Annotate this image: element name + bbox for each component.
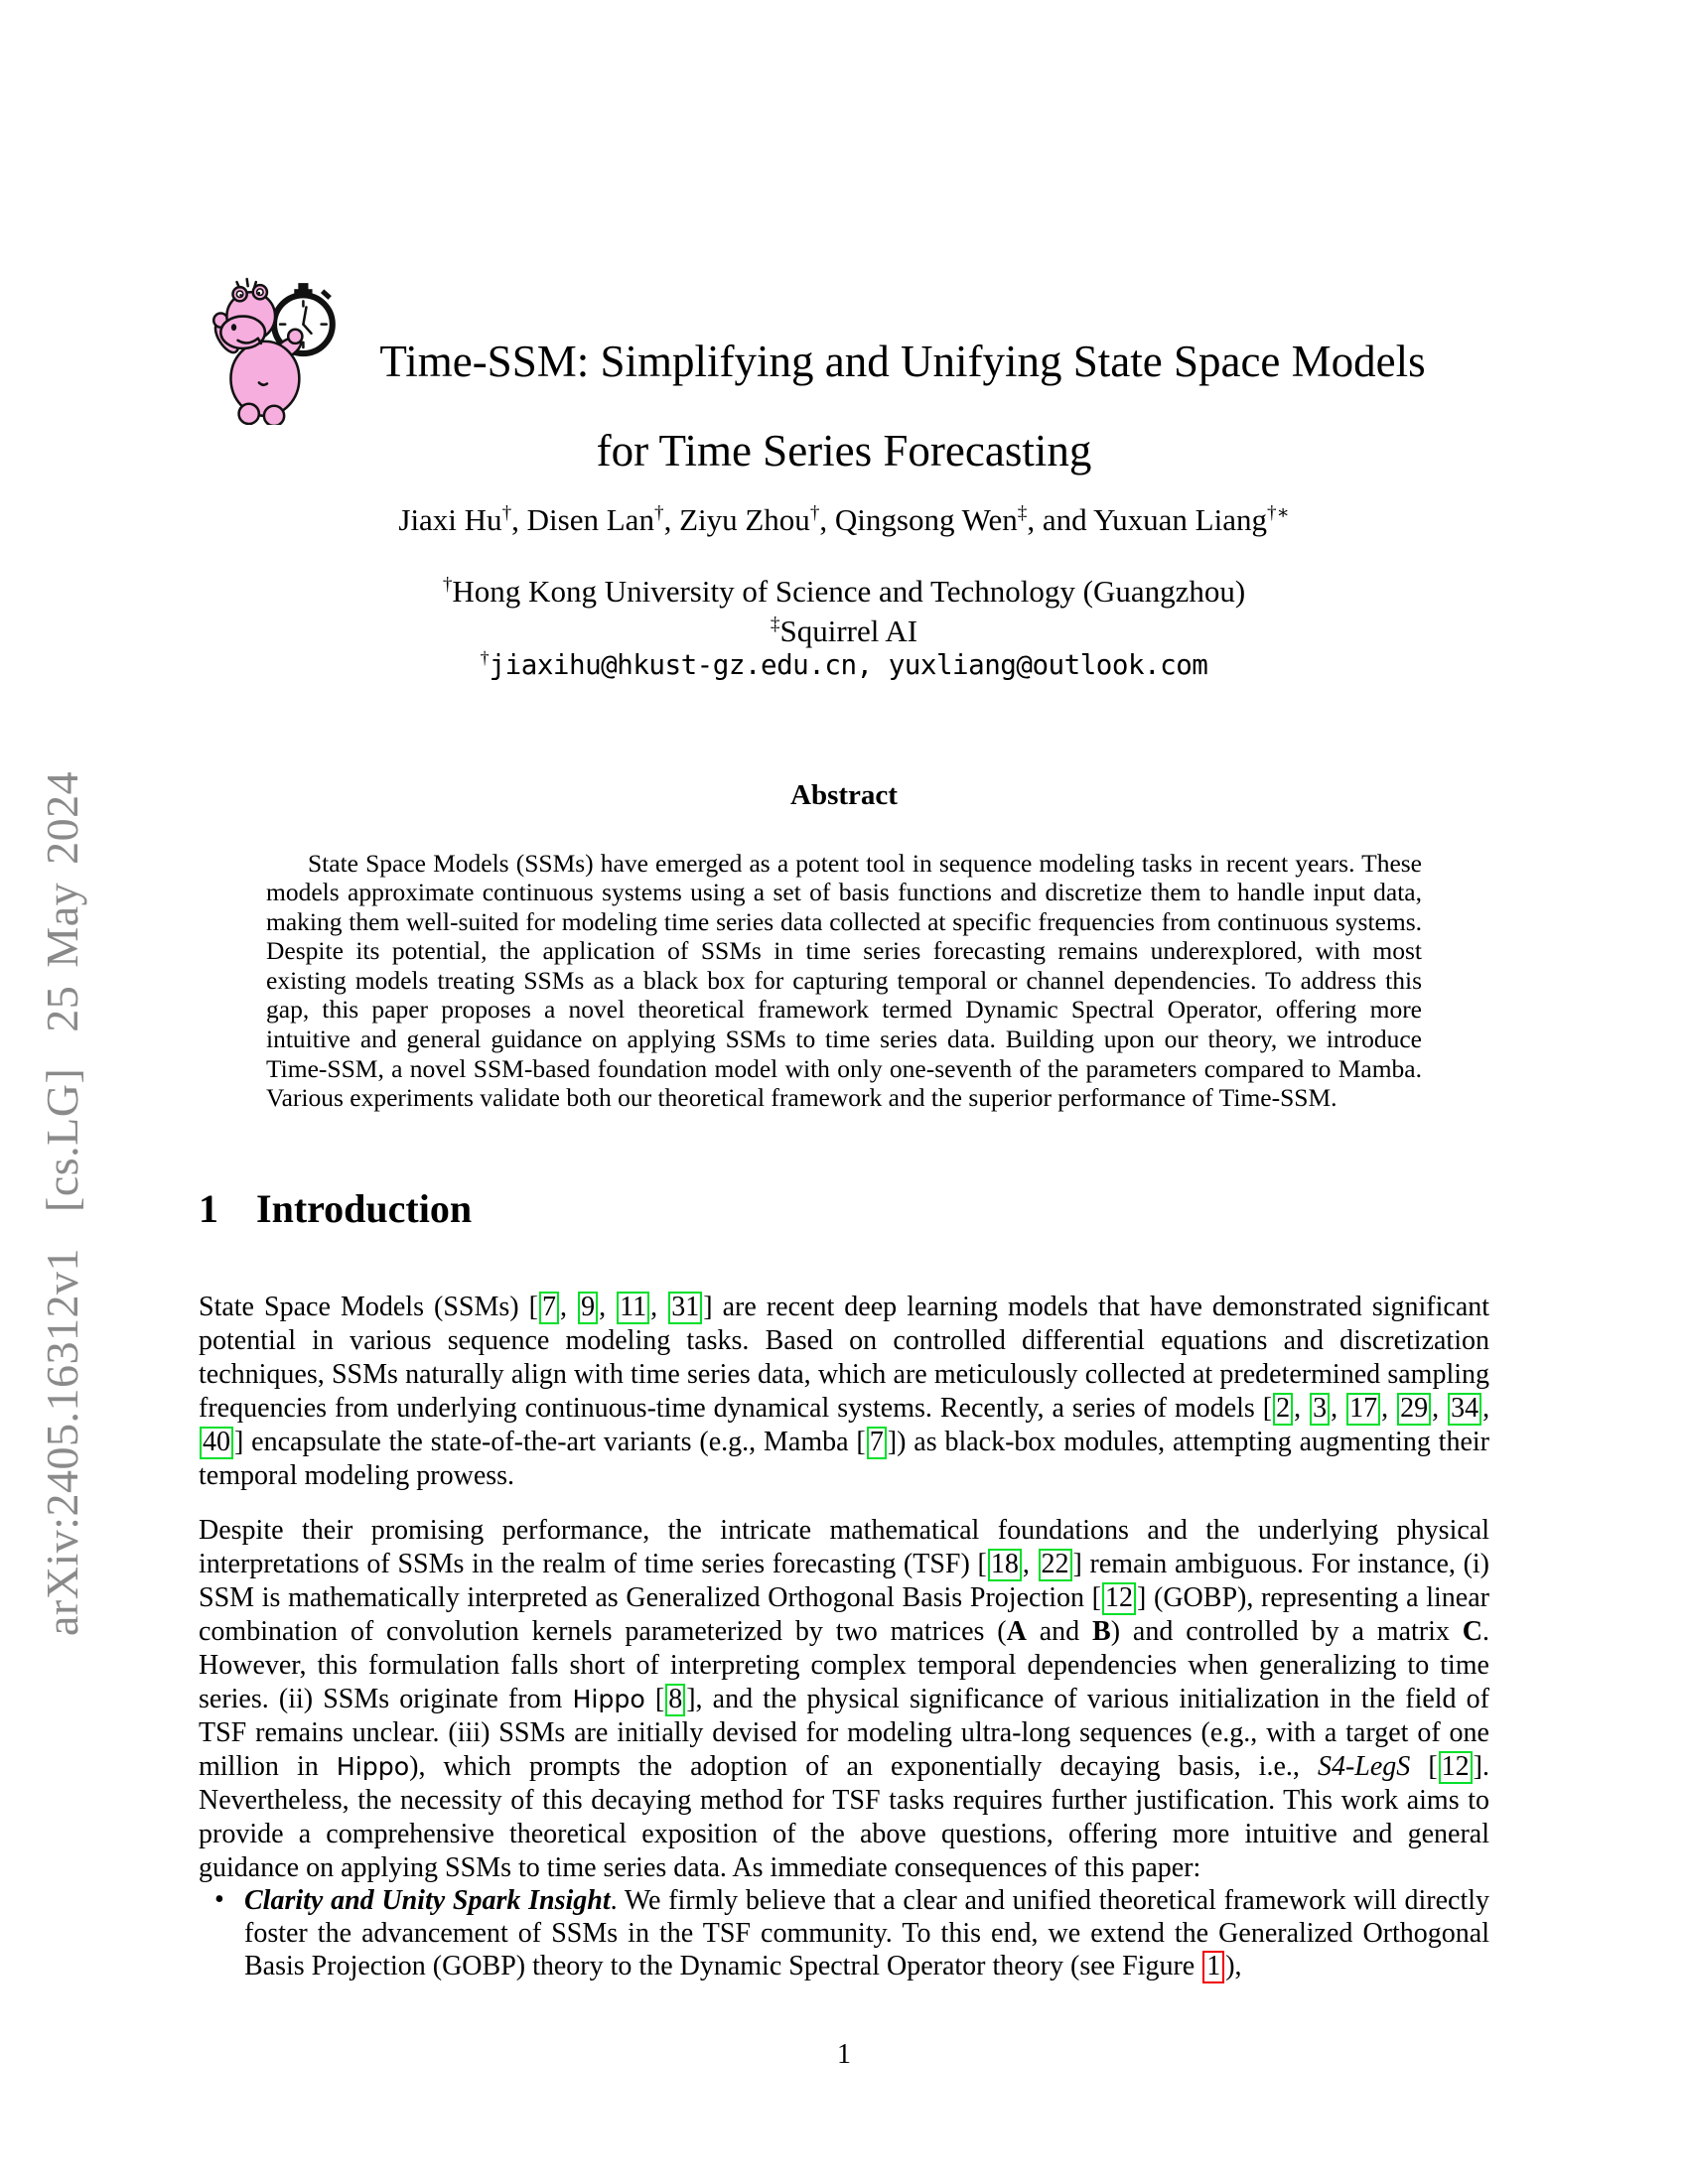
section-number: 1 xyxy=(199,1186,218,1231)
paper-title-line2: for Time Series Forecasting xyxy=(596,426,1092,476)
text-segment: , Ziyu Zhou xyxy=(663,502,810,537)
citation-link[interactable]: 8 xyxy=(665,1684,685,1716)
text-segment: ] are recent deep learning models that have demonstrated significant potential in various sequence modeling tasks. Based on controlled differential equations and discretization techniques, SSMs naturally align with time series data, which are meticulously collected at predetermined sampling frequencies from underlying continuous-time dynamical systems. Recently, a series of models [ xyxy=(199,1292,1490,1424)
text-segment: S4-LegS xyxy=(1317,1751,1411,1782)
text-segment: , xyxy=(1482,1393,1490,1424)
superscript-marker: ‡ xyxy=(1017,502,1028,524)
affiliation-hkust xyxy=(199,574,1489,610)
text-segment: ] remain ambiguous. For instance, (i) SSM is mathematically interpreted as Generalized Orthogonal Basis Projection [ xyxy=(199,1549,1489,1613)
figure-link[interactable]: 1 xyxy=(1202,1951,1224,1983)
text-segment: ]) as black-box modules, attempting augmenting their temporal modeling prowess. xyxy=(199,1427,1489,1491)
citation-link[interactable]: 40 xyxy=(200,1427,233,1459)
text-segment: . However, this formulation falls short of interpreting complex temporal dependencies when generalizing to time series. (ii) SSMs originate from xyxy=(199,1616,1489,1714)
text-segment: and xyxy=(1026,1616,1093,1647)
text-segment: , xyxy=(1432,1393,1448,1424)
text-segment: , xyxy=(650,1292,668,1322)
text-segment: Clarity and Unity Spark Insight xyxy=(244,1885,611,1916)
text-segment: , xyxy=(560,1292,578,1322)
citation-link[interactable]: 29 xyxy=(1397,1393,1431,1426)
abstract-heading: Abstract xyxy=(790,779,898,811)
contribution-list xyxy=(199,1884,1489,1983)
intro-paragraph-1 xyxy=(199,1291,1489,1493)
affiliation-squirrel-ai xyxy=(199,614,1489,649)
superscript-marker: † xyxy=(442,574,453,596)
text-segment: Despite their promising performance, the intricate mathematical foundations and the underlying physical interpretations of SSMs in the realm of time series forecasting (TSF) [ xyxy=(199,1515,1489,1579)
citation-link[interactable]: 3 xyxy=(1310,1393,1330,1426)
citation-link[interactable]: 12 xyxy=(1439,1751,1473,1784)
text-segment: Jiaxi Hu xyxy=(398,502,502,537)
superscript-marker: † xyxy=(480,647,490,668)
text-segment: Squirrel AI xyxy=(779,614,918,648)
citation-link[interactable]: 11 xyxy=(617,1292,649,1324)
text-segment: [ xyxy=(1410,1751,1438,1782)
text-segment: ], and the physical significance of various initialization in the field of TSF remains unclear. (iii) SSMs are initially devised for modeling ultra-long sequences (e.g., with a target of one million in xyxy=(199,1684,1489,1782)
text-segment: jiaxihu@hkust-gz.edu.cn, yuxliang@outlook.com xyxy=(489,649,1208,681)
text-segment: C xyxy=(1462,1616,1482,1647)
text-segment: ] (GOBP), representing a linear combination of convolution kernels parameterized by two matrices ( xyxy=(199,1582,1489,1647)
paper-title-line1: Time-SSM: Simplifying and Unifying State Space Models xyxy=(379,337,1426,386)
text-segment: , xyxy=(1331,1393,1346,1424)
citation-link[interactable]: 31 xyxy=(668,1292,702,1324)
text-segment: ), xyxy=(1225,1951,1242,1981)
text-segment: ), which prompts the adoption of an exponentially decaying basis, i.e., xyxy=(409,1751,1318,1782)
arxiv-watermark: arXiv:2405.16312v1 [cs.LG] 25 May 2024 xyxy=(37,770,87,1636)
superscript-marker: † xyxy=(653,502,664,524)
text-segment: , xyxy=(1022,1549,1038,1579)
page-number: 1 xyxy=(837,2039,851,2070)
abstract-text: State Space Models (SSMs) have emerged as a potent tool in sequence modeling tasks in recent years. These models approximate continuous systems using a set of basis functions and discretize them to handle input data, making them well-suited for modeling time series data collected at specific frequencies from continuous systems. Despite its potential, the application of SSMs in time series forecasting remains underexplored, with most existing models treating SSMs as a black box for capturing temporal or channel dependencies. To address this gap, this paper proposes a novel theoretical framework termed Dynamic Spectral Operator, offering more intuitive and general guidance on applying SSMs to time series data. Building upon our theory, we introduce Time-SSM, a novel SSM-based foundation model with only one-seventh of the parameters compared to Mamba. Various experiments validate both our theoretical framework and the superior performance of Time-SSM. xyxy=(266,848,1422,1113)
citation-link[interactable]: 22 xyxy=(1039,1549,1072,1581)
text-segment: , xyxy=(1381,1393,1397,1424)
section-heading-introduction xyxy=(199,1185,472,1232)
superscript-marker: † xyxy=(809,502,820,524)
text-segment: , xyxy=(599,1292,617,1322)
text-segment: Hong Kong University of Science and Technology (Guangzhou) xyxy=(452,574,1246,609)
text-segment: [ xyxy=(644,1684,665,1714)
text-segment: Hippo xyxy=(572,1685,645,1713)
citation-link[interactable]: 7 xyxy=(867,1427,887,1459)
intro-paragraph-2 xyxy=(199,1514,1489,1885)
superscript-marker: †∗ xyxy=(1266,502,1290,524)
text-segment: B xyxy=(1092,1616,1111,1647)
citation-link[interactable]: 18 xyxy=(988,1549,1022,1581)
citation-link[interactable]: 34 xyxy=(1448,1393,1481,1426)
text-segment: , and Yuxuan Liang xyxy=(1027,502,1267,537)
contribution-item-clarity xyxy=(212,1884,1489,1983)
text-segment: , xyxy=(1294,1393,1310,1424)
superscript-marker: ‡ xyxy=(770,614,780,635)
text-segment: ] encapsulate the state-of-the-art variants (e.g., Mamba [ xyxy=(234,1427,866,1457)
text-segment: . We firmly believe that a clear and unified theoretical framework will directly foster the advancement of SSMs in the TSF community. To this end, we extend the Generalized Orthogonal Basis Projection (GOBP) theory to the Dynamic Spectral Operator theory (see Figure xyxy=(244,1885,1489,1981)
text-segment: ]. Nevertheless, the necessity of this decaying method for TSF tasks requires further justification. This work aims to provide a comprehensive theoretical exposition of the above questions, offering more intuitive and general guidance on applying SSMs to time series data. As immediate consequences of this paper: xyxy=(199,1751,1489,1883)
author-line xyxy=(199,502,1489,538)
citation-link[interactable]: 17 xyxy=(1346,1393,1380,1426)
text-segment: Hippo xyxy=(336,1752,410,1781)
text-segment: , Qingsong Wen xyxy=(819,502,1018,537)
citation-link[interactable]: 2 xyxy=(1273,1393,1293,1426)
author-emails xyxy=(199,649,1489,682)
text-column xyxy=(199,0,1489,2184)
citation-link[interactable]: 9 xyxy=(578,1292,598,1324)
superscript-marker: † xyxy=(501,502,512,524)
text-segment: State Space Models (SSMs) [ xyxy=(199,1292,539,1322)
citation-link[interactable]: 7 xyxy=(539,1292,559,1324)
text-segment: , Disen Lan xyxy=(511,502,654,537)
text-segment: A xyxy=(1006,1616,1027,1647)
citation-link[interactable]: 12 xyxy=(1102,1582,1136,1615)
section-title: Introduction xyxy=(256,1186,473,1231)
text-segment: ) and controlled by a matrix xyxy=(1110,1616,1463,1647)
